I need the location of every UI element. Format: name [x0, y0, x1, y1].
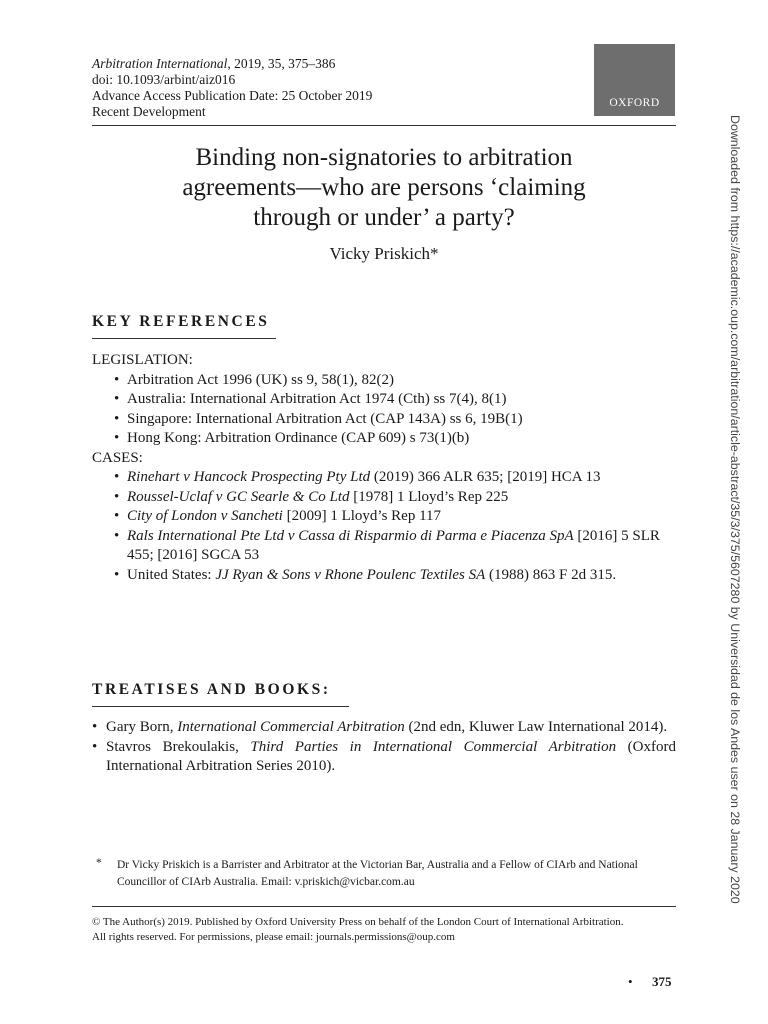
title-line-2: agreements—who are persons ‘claiming — [182, 174, 586, 201]
article-title — [92, 143, 676, 233]
key-references-heading: KEY REFERENCES — [92, 313, 270, 330]
article-metadata — [92, 56, 372, 120]
article-author: Vicky Priskich* — [329, 244, 439, 263]
case-name: Rinehart v Hancock Prospecting Pty Ltd — [127, 469, 371, 485]
case-name: JJ Ryan & Sons v Rhone Poulenc Textiles SA — [215, 566, 486, 583]
doi-line[interactable]: doi: 10.1093/arbint/aiz016 — [92, 72, 236, 87]
article-section: Recent Development — [92, 104, 206, 119]
key-references-list — [92, 351, 682, 585]
case-prefix: United States: — [127, 566, 216, 583]
case-item — [127, 527, 682, 566]
citation-line — [92, 56, 372, 72]
legislation-item: • Hong Kong: Arbitration Ordinance (CAP 609) s 73(1)(b) — [127, 429, 682, 449]
case-citation: (2019) 366 ALR 635; [2019] HCA 13 — [370, 469, 601, 485]
copyright-line-2: All rights reserved. For permissions, please email: journals.permissions@oup.com — [92, 931, 455, 943]
journal-name: Arbitration International — [92, 56, 228, 71]
case-item — [127, 566, 682, 586]
treatise-edition: (2nd edn, Kluwer Law International 2014). — [404, 719, 668, 735]
footnote-text: Dr Vicky Priskich is a Barrister and Arbitrator at the Victorian Bar, Australia and a Fellow of CIArb and National Councillor of CIArb Australia. Email: v.priskich@vicbar.com.au — [117, 859, 638, 888]
case-item — [127, 488, 682, 508]
treatise-item — [106, 718, 676, 738]
legislation-item: • Arbitration Act 1996 (UK) ss 9, 58(1), 82(2) — [127, 371, 682, 391]
case-citation: [2009] 1 Lloyd’s Rep 117 — [282, 508, 442, 524]
treatise-author: Stavros Brekoulakis, — [106, 738, 251, 755]
treatise-item — [106, 738, 676, 777]
download-watermark — [725, 115, 743, 915]
journal-volume: , 2019, 35, 375–386 — [227, 56, 336, 71]
title-line-1: Binding non-signatories to arbitration — [195, 144, 573, 171]
cases-label: CASES: — [92, 449, 143, 466]
footer-rule — [92, 906, 676, 907]
legislation-list — [92, 371, 682, 449]
key-references-rule — [92, 338, 276, 339]
header-rule — [92, 125, 676, 126]
treatises-rule — [92, 706, 349, 707]
author-footnote — [92, 857, 676, 891]
case-name: Rals International Pte Ltd v Cassa di Risparmio di Parma e Piacenza SpA — [127, 527, 574, 544]
treatises-heading: TREATISES AND BOOKS: — [92, 681, 331, 698]
page-number: 375 — [652, 974, 672, 989]
treatise-author: Gary Born, — [106, 719, 178, 735]
treatises-list — [92, 718, 676, 777]
access-date: Advance Access Publication Date: 25 October 2019 — [92, 88, 373, 103]
treatise-title: Third Parties in International Commercial Arbitration — [250, 738, 617, 755]
case-item — [127, 507, 682, 527]
oxford-logo-text: OXFORD — [609, 97, 660, 109]
case-name: City of London v Sancheti — [127, 508, 283, 524]
legislation-item: • Singapore: International Arbitration Act (CAP 143A) ss 6, 19B(1) — [127, 410, 682, 430]
oxford-logo — [594, 44, 675, 116]
treatise-edition: (Oxford International Arbitration Series 2010). — [106, 738, 676, 774]
copyright-line-1: © The Author(s) 2019. Published by Oxford University Press on behalf of the London Court of International Arbitration. — [92, 916, 624, 928]
treatise-title: International Commercial Arbitration — [177, 719, 405, 735]
copyright-notice — [92, 915, 624, 945]
download-notice-text[interactable]: Downloaded from https://academic.oup.com/arbitration/article-abstract/35/3/375/5607280 by Universidad de los Andes user on 28 January 2020 — [728, 115, 742, 904]
title-line-3: through or under’ a party? — [253, 204, 515, 231]
case-name: Roussel-Uclaf v GC Searle & Co Ltd — [127, 488, 350, 505]
page-bullet: • — [628, 974, 633, 989]
footnote-marker: * — [96, 857, 102, 869]
legislation-label: LEGISLATION: — [92, 352, 193, 368]
case-item — [127, 468, 682, 488]
case-citation: [1978] 1 Lloyd’s Rep 225 — [349, 488, 509, 505]
legislation-item: • Australia: International Arbitration Act 1974 (Cth) ss 7(4), 8(1) — [127, 390, 682, 410]
cases-list — [92, 468, 682, 585]
case-citation: [2016] 5 SLR 455; [2016] SGCA 53 — [127, 527, 660, 563]
case-citation: (1988) 863 F 2d 315. — [485, 566, 617, 583]
